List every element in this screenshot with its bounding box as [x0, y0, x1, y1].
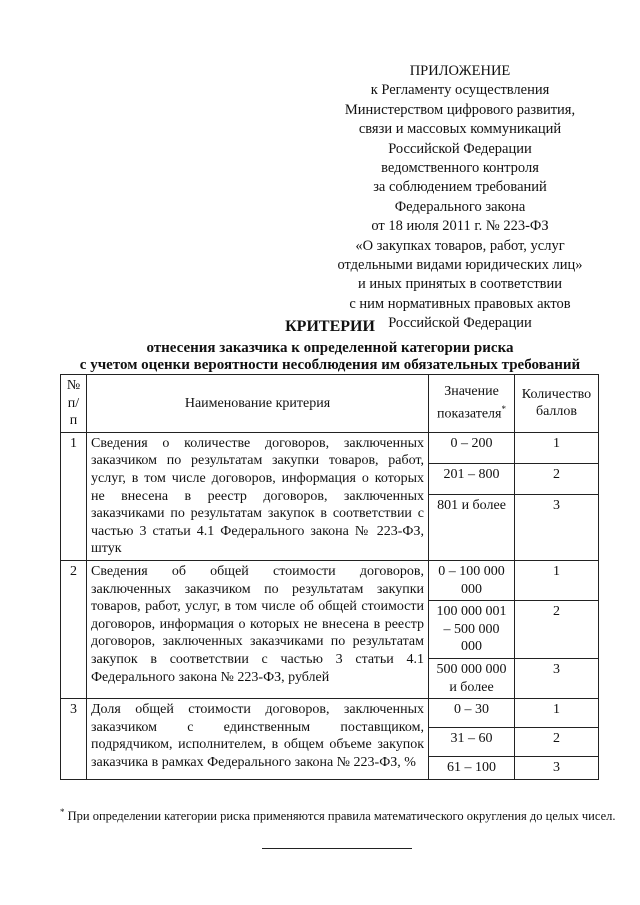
appendix-line: с ним нормативных правовых актов: [349, 295, 571, 312]
document-subtitle-2: с учетом оценки вероятности несоблюдения им обязательных требований: [79, 357, 581, 373]
appendix-line: Российской Федерации: [388, 315, 532, 332]
points-value: 2: [515, 463, 599, 494]
appendix-line: за соблюдением требований: [373, 179, 547, 196]
points-value: 2: [515, 601, 599, 659]
table-row: [61, 432, 599, 463]
points-value: 3: [515, 494, 599, 560]
table-header-row: [61, 375, 599, 433]
row-num: 2: [61, 560, 87, 698]
header-value: [429, 375, 515, 433]
document-subtitle: отнесения заказчика к определенной категории риска: [146, 340, 514, 356]
row-num: 3: [61, 699, 87, 780]
appendix-line: ведомственного контроля: [381, 160, 539, 177]
criterion-name: Сведения о количестве договоров, заключенных заказчиком по результатам закупки товаров, работ, услуг, в том числе договоров, информация о которых не внесена в реестр договоров, заключенных заказчиками по результатам закупок в соответствии с частью 3 статьи 4.1 Федерального закона № 223-ФЗ, штук: [87, 432, 429, 560]
points-value: 2: [515, 728, 599, 757]
header-value-label: Значение показателя: [437, 384, 502, 422]
appendix-header: [300, 62, 620, 334]
points-value: 1: [515, 560, 599, 600]
indicator-value: 31 – 60: [429, 728, 515, 757]
indicator-value: 0 – 200: [429, 432, 515, 463]
signature-line: [262, 848, 412, 849]
header-num: № п/п: [61, 375, 87, 433]
appendix-line: к Регламенту осуществления: [370, 82, 550, 99]
table-row: [61, 560, 599, 600]
indicator-value: 61 – 100: [429, 757, 515, 780]
indicator-value: 0 – 100 000 000: [429, 560, 515, 600]
points-value: 1: [515, 432, 599, 463]
indicator-value: 801 и более: [429, 494, 515, 560]
table-row: [61, 699, 599, 728]
appendix-line: Федерального закона: [394, 198, 526, 215]
indicator-value: 0 – 30: [429, 699, 515, 728]
criterion-name: Доля общей стоимости договоров, заключенных заказчиком с единственным поставщиком, подрядчиком, исполнителем, в общем объеме закупок заказчика в рамках Федерального закона № 223-ФЗ, %: [87, 699, 429, 780]
footnote-mark: *: [60, 807, 65, 817]
appendix-line: Министерством цифрового развития,: [344, 101, 576, 118]
appendix-line: и иных принятых в соответствии: [357, 276, 563, 293]
footnote-text: При определении категории риска применяются правила математического округления до целых чисел.: [64, 809, 616, 824]
appendix-line: «О закупках товаров, работ, услуг: [355, 237, 565, 254]
footnote: [60, 804, 620, 825]
appendix-line: связи и массовых коммуникаций: [358, 121, 562, 138]
appendix-line: ПРИЛОЖЕНИЕ: [409, 63, 511, 79]
appendix-line: отдельными видами юридических лиц»: [337, 257, 583, 274]
appendix-line: от 18 июля 2011 г. № 223-ФЗ: [371, 218, 549, 235]
document-title: КРИТЕРИИ: [285, 318, 375, 335]
footnote-mark: *: [501, 404, 506, 415]
row-num: 1: [61, 432, 87, 560]
criteria-table: [60, 374, 599, 780]
criterion-name: Сведения об общей стоимости договоров, заключенных заказчиком по результатам закупки товаров, работ, услуг, в том числе об общей стоимости договоров, информация о которых не внесена в реестр договоров, заключенных заказчиками по результатам закупок в соответствии с частью 3 статьи 4.1 Федерального закона № 223-ФЗ, рублей: [87, 560, 429, 698]
points-value: 3: [515, 757, 599, 780]
points-value: 3: [515, 658, 599, 698]
indicator-value: 201 – 800: [429, 463, 515, 494]
appendix-line: Российской Федерации: [388, 140, 532, 157]
indicator-value: 500 000 000 и более: [429, 658, 515, 698]
header-name: Наименование критерия: [87, 375, 429, 433]
points-value: 1: [515, 699, 599, 728]
indicator-value: 100 000 001 – 500 000 000: [429, 601, 515, 659]
header-points: Количество баллов: [515, 375, 599, 433]
